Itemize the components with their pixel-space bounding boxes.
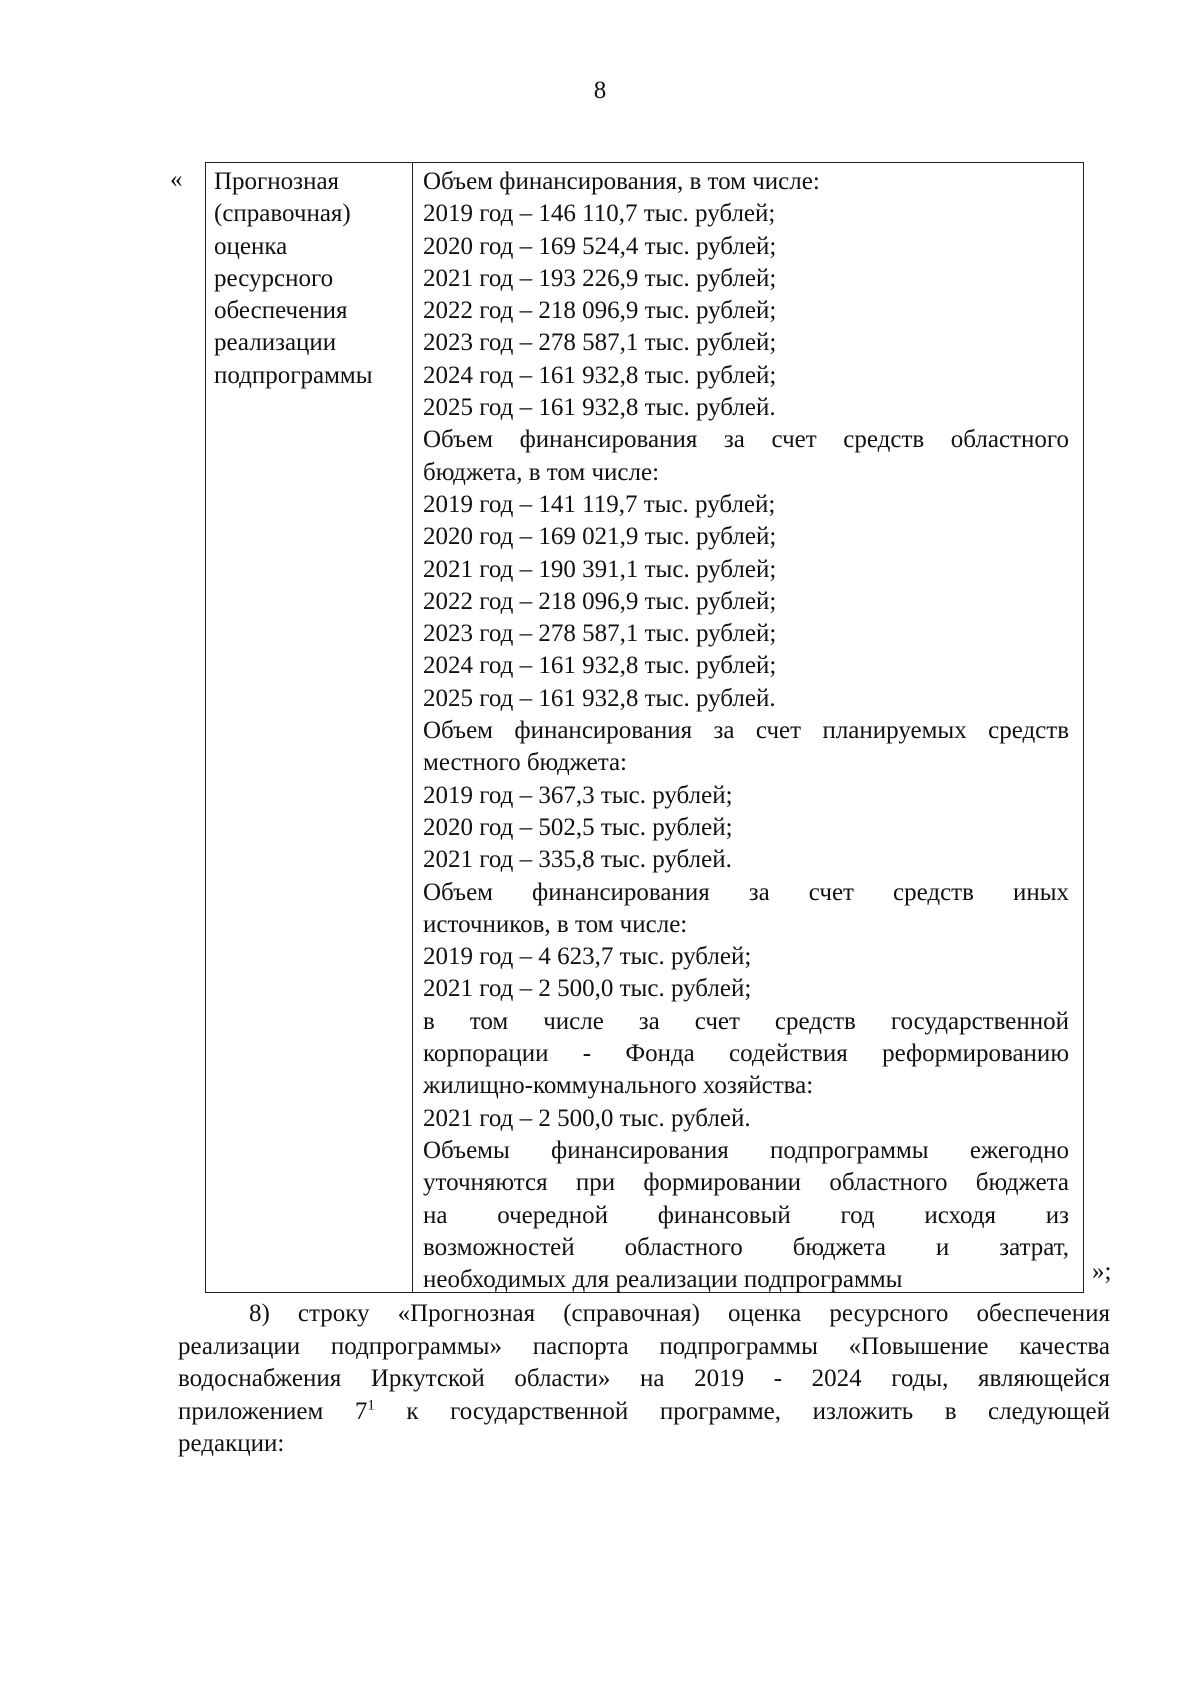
financing-line: 2021 год – 2 500,0 тыс. рублей.: [423, 1104, 751, 1132]
financing-line: Объем финансирования, в том числе:: [423, 168, 820, 195]
financing-line: 2023 год – 278 587,1 тыс. рублей;: [423, 329, 777, 357]
financing-line: Объем финансирования за счет планируемых средств: [423, 717, 1069, 745]
financing-line: 2024 год – 161 932,8 тыс. рублей;: [423, 361, 777, 389]
financing-line: 2023 год – 278 587,1 тыс. рублей;: [423, 620, 777, 648]
financing-line: 2025 год – 161 932,8 тыс. рублей.: [423, 684, 776, 712]
superscript-number: 1: [367, 1397, 375, 1414]
financing-line: 2020 год – 169 524,4 тыс. рублей;: [423, 232, 777, 260]
financing-line: Объем финансирования за счет средств иных: [423, 878, 1069, 906]
financing-line: 2019 год – 367,3 тыс. рублей;: [423, 781, 733, 809]
paragraph-line: [178, 1396, 1110, 1429]
financing-line: 2025 год – 161 932,8 тыс. рублей.: [423, 394, 776, 422]
row-title-line: ресурсного: [214, 264, 334, 292]
financing-line: 2022 год – 218 096,9 тыс. рублей;: [423, 297, 777, 325]
financing-line: необходимых для реализации подпрограммы: [423, 1266, 903, 1294]
paragraph-text: приложением 7: [178, 1397, 368, 1425]
paragraph-line: 8) строку «Прогнозная (справочная) оценка ресурсного обеспечения: [249, 1300, 1110, 1327]
financing-line: 2021 год – 335,8 тыс. рублей.: [423, 846, 732, 874]
opening-quote-mark: «: [170, 166, 183, 193]
financing-line: Объем финансирования за счет средств областного: [423, 426, 1069, 454]
paragraph-text: к государственной программе, изложить в следующей: [374, 1397, 1110, 1425]
financing-line: 2020 год – 502,5 тыс. рублей;: [423, 813, 733, 841]
paragraph-line: реализации подпрограммы» паспорта подпрограммы «Повышение качества: [178, 1332, 1110, 1360]
row-title-line: подпрограммы: [214, 361, 373, 389]
row-title-line: оценка: [214, 232, 288, 260]
financing-line: местного бюджета:: [423, 749, 627, 777]
row-title-cell: [206, 163, 413, 1292]
closing-quote-mark: »;: [1092, 1258, 1112, 1285]
row-content-cell: [413, 163, 1083, 1292]
row-title-line: обеспечения: [214, 297, 348, 325]
financing-line: на очередной финансовый год исходя из: [423, 1201, 1069, 1229]
financing-line: 2019 год – 141 119,7 тыс. рублей;: [423, 490, 776, 518]
financing-line: возможностей областного бюджета и затрат,: [423, 1233, 1069, 1261]
financing-line: 2019 год – 146 110,7 тыс. рублей;: [423, 200, 776, 228]
financing-line: 2020 год – 169 021,9 тыс. рублей;: [423, 523, 777, 551]
row-title-line: (справочная): [214, 200, 351, 228]
subprogram-passport-row-table: [205, 162, 1084, 1293]
financing-line: 2019 год – 4 623,7 тыс. рублей;: [423, 943, 752, 971]
financing-line: 2024 год – 161 932,8 тыс. рублей;: [423, 652, 777, 680]
financing-line: 2021 год – 193 226,9 тыс. рублей;: [423, 264, 777, 292]
paragraph-line: водоснабжения Иркутской области» на 2019 - 2024 годы, являющейся: [178, 1365, 1110, 1392]
financing-line: в том числе за счет средств государственной: [423, 1007, 1069, 1035]
financing-line: уточняются при формировании областного бюджета: [423, 1169, 1069, 1197]
financing-line: 2022 год – 218 096,9 тыс. рублей;: [423, 587, 777, 615]
financing-line: жилищно-коммунального хозяйства:: [423, 1072, 814, 1100]
financing-line: корпорации - Фонда содействия реформированию: [423, 1040, 1069, 1068]
row-title-line: Прогнозная: [214, 168, 340, 195]
paragraph-line: редакции:: [178, 1430, 285, 1457]
financing-line: бюджета, в том числе:: [423, 458, 660, 486]
amendment-paragraph: [178, 1298, 1110, 1461]
financing-line: Объемы финансирования подпрограммы ежегодно: [423, 1136, 1069, 1164]
row-title-line: реализации: [214, 329, 337, 357]
page-number: 8: [593, 77, 607, 104]
financing-line: источников, в том числе:: [423, 910, 688, 938]
financing-line: 2021 год – 190 391,1 тыс. рублей;: [423, 555, 777, 583]
financing-line: 2021 год – 2 500,0 тыс. рублей;: [423, 975, 752, 1003]
